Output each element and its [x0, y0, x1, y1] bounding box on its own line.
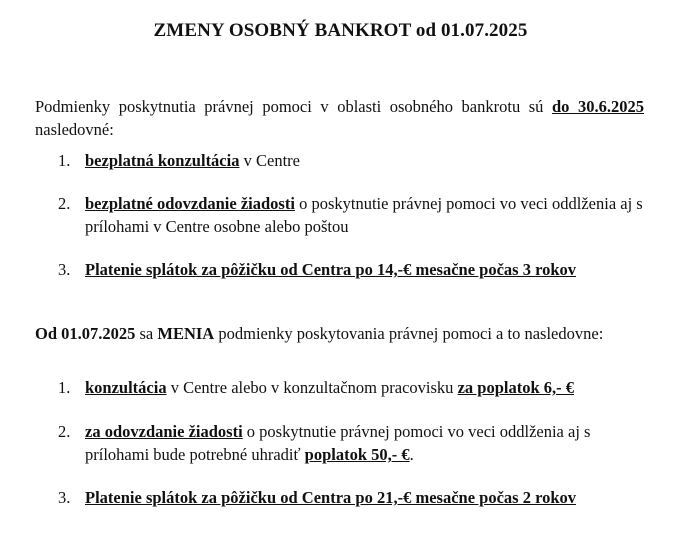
list-item-strong: bezplatné odovzdanie žiadosti [85, 194, 295, 213]
list-number: 2. [58, 422, 71, 441]
section2-intro-post: podmienky poskytovania právnej pomoci a to nasledovne: [214, 324, 604, 343]
section2-list-item-2 [58, 420, 644, 466]
list-item-text: v Centre alebo v konzultačnom pracovisku [166, 378, 458, 397]
list-item-strong: Platenie splátok za pôžičku od Centra po 14,-€ mesačne počas 3 rokov [85, 260, 577, 279]
list-item-text: o poskytnutie právnej pomoci vo veci oddlženia aj s prílohami v Centre osobne alebo poštou [85, 194, 643, 236]
section2-intro-date: Od 01.07.2025 [35, 324, 136, 343]
section1-intro-date: do 30.6.2025 [552, 97, 644, 116]
list-item-strong: za odovzdanie žiadosti [85, 422, 243, 441]
list-number: 3. [58, 260, 71, 279]
list-number: 2. [58, 194, 71, 213]
section2-intro [35, 322, 644, 345]
list-item-text: o poskytnutie právnej pomoci vo veci oddlženia aj s prílohami bude potrebné uhradiť [85, 422, 591, 464]
list-item-fee: za poplatok 6,- € [457, 378, 574, 397]
list-item-fee: poplatok 50,- € [304, 445, 410, 464]
section1-list-item-1 [58, 149, 644, 172]
list-item-strong: bezplatná konzultácia [85, 151, 240, 170]
section1-list-item-3 [58, 258, 644, 281]
list-number: 1. [58, 378, 71, 397]
section2-list-item-3 [58, 486, 644, 509]
page-title: ZMENY OSOBNÝ BANKROT od 01.07.2025 [153, 20, 528, 41]
section1-intro-pre: Podmienky poskytnutia právnej pomoci v oblasti osobného bankrotu sú [35, 97, 552, 116]
list-number: 3. [58, 488, 71, 507]
section2-intro-menia: MENIA [157, 324, 215, 343]
list-item-strong: konzultácia [85, 378, 167, 397]
list-number: 1. [58, 151, 71, 170]
section2-list-item-1 [58, 376, 644, 399]
section1-intro [35, 95, 644, 141]
section1-list-item-2 [58, 192, 644, 238]
section1-intro-post: nasledovné: [35, 120, 114, 139]
section2-intro-mid: sa [135, 324, 158, 343]
list-item-tail: . [409, 445, 414, 464]
list-item-text: v Centre [239, 151, 300, 170]
list-item-strong: Platenie splátok za pôžičku od Centra po 21,-€ mesačne počas 2 rokov [85, 488, 577, 507]
